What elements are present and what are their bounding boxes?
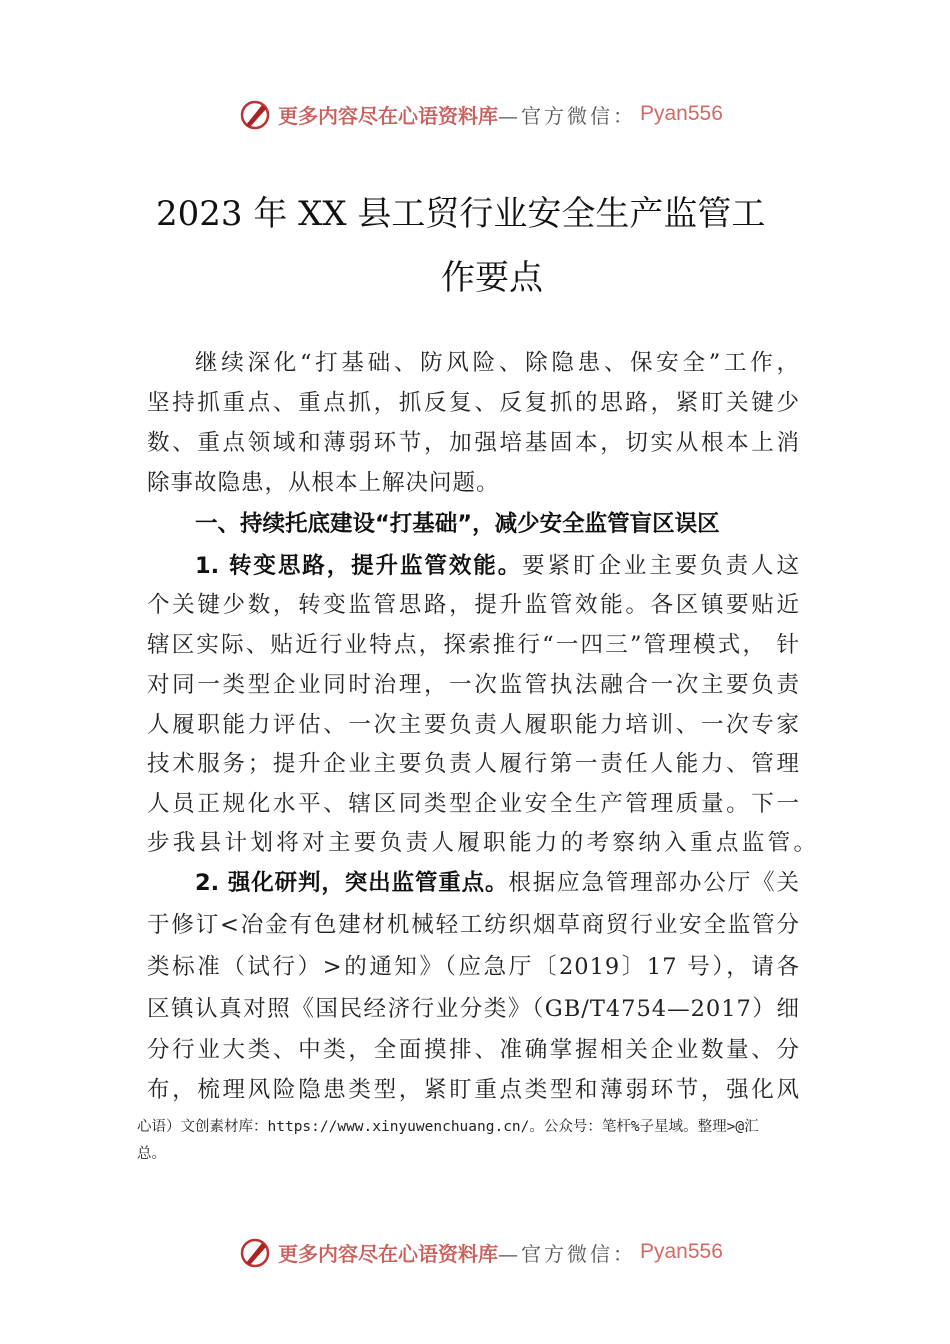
intro-line: 数、重点领域和薄弱环节，加强培基固本，切实从根本上消 [147,430,800,456]
title-line-1: 2023 年 XX 县工贸行业安全生产监管工 [156,194,766,234]
footer-note-line-2: 总。 [137,1146,166,1162]
intro-line: 除事故隐患，从根本上解决问题。 [147,470,500,496]
paragraph-line: 人履职能力评估、一次主要负责人履职能力培训、一次专家 [147,712,800,738]
watermark-banner-top [238,96,723,132]
pen-logo-icon [238,1235,272,1269]
intro-line: 坚持抓重点、重点抓，抓反复、反复抓的思路，紧盯关键少 [147,390,800,416]
paragraph-1-lead: 1. 转变思路，提升监管效能。 [195,553,523,579]
paragraph-text: 根据应急管理部办公厅《关 [508,870,800,896]
banner-wechat-id: Pyan556 [640,1240,723,1263]
paragraph-line: 布，梳理风险隐患类型，紧盯重点类型和薄弱环节，强化风 [147,1077,800,1103]
paragraph-1-first-line [195,548,800,584]
paragraph-text: 要紧盯企业主要负责人这 [522,553,800,579]
paragraph-line: 分行业大类、中类，全面摸排、准确掌握相关企业数量、分 [147,1037,800,1063]
paragraph-line: 个关键少数，转变监管思路，提升监管效能。各区镇要贴近 [147,592,800,618]
paragraph-2-lead: 2. 强化研判，突出监管重点。 [195,870,509,896]
paragraph-line: 类标准（试行）>的通知》（应急厅〔2019〕17 号），请各 [147,954,800,980]
banner-label: —官方微信： [498,103,636,128]
banner-wechat-id: Pyan556 [640,102,723,125]
paragraph-line: 区镇认真对照《国民经济行业分类》（GB/T4754—2017）细 [147,996,800,1022]
paragraph-line: 人员正规化水平、辖区同类型企业安全生产管理质量。下一 [147,791,800,817]
paragraph-2-first-line [195,865,800,901]
pen-logo-icon [238,97,272,131]
intro-line: 继续深化“打基础、防风险、除隐患、保安全”工作， [195,350,800,376]
paragraph-line: 对同一类型企业同时治理，一次监管执法融合一次主要负责 [147,672,800,698]
watermark-banner-bottom [238,1234,723,1270]
footer-note-line-1: 心语）文创素材库：https://www.xinyuwenchuang.cn/。公众号：笔杆%子星域。整理>@汇 [137,1119,759,1135]
paragraph-line: 于修订<冶金有色建材机械轻工纺织烟草商贸行业安全监管分 [147,912,800,938]
banner-text: 更多内容尽在心语资料库 [278,1241,498,1266]
paragraph-line: 步我县计划将对主要负责人履职能力的考察纳入重点监管。 [147,830,817,856]
paragraph-line: 辖区实际、贴近行业特点，探索推行“一四三”管理模式， 针 [147,632,800,658]
title-line-2: 作要点 [441,258,543,298]
banner-label: —官方微信： [498,1241,636,1266]
paragraph-line: 技术服务；提升企业主要负责人履行第一责任人能力、管理 [147,751,800,777]
banner-text: 更多内容尽在心语资料库 [278,103,498,128]
section-heading: 一、持续托底建设“打基础”，减少安全监管盲区误区 [195,511,720,537]
